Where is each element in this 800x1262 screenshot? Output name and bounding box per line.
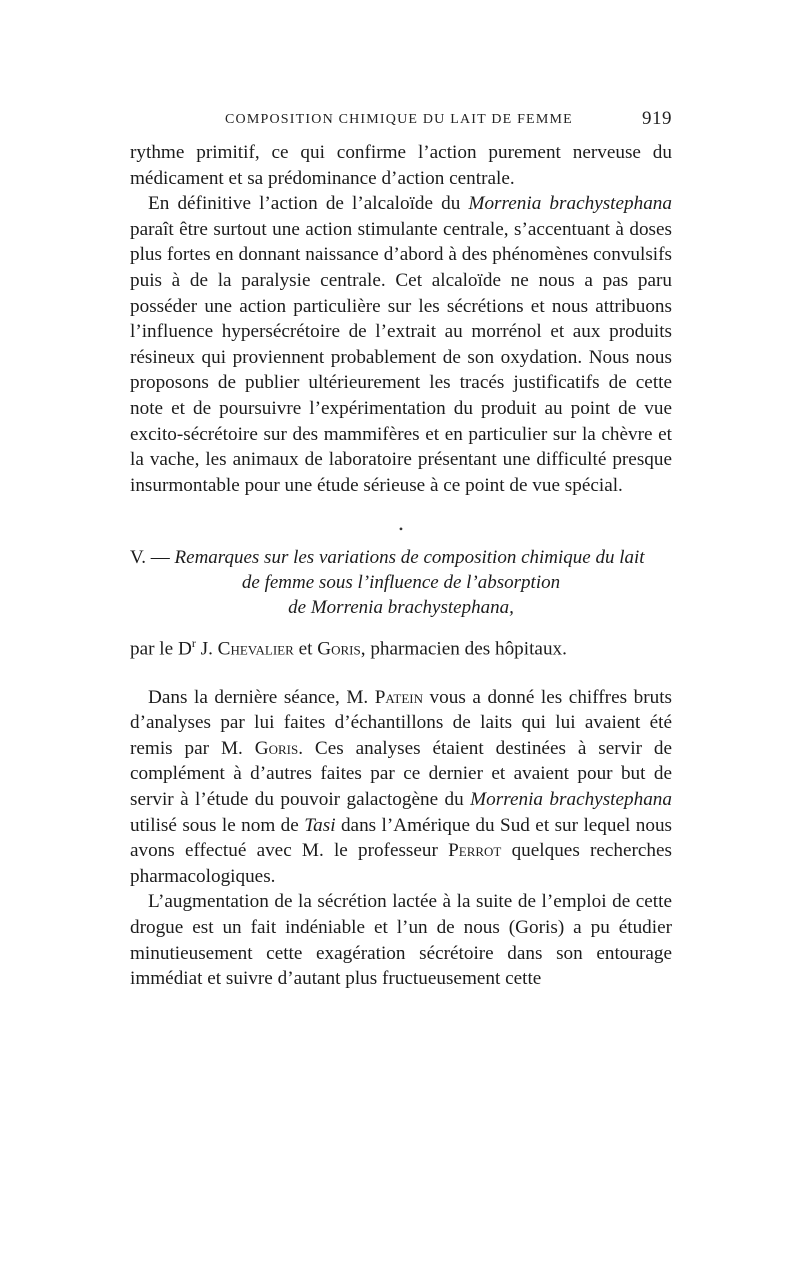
paragraph-1-text: rythme primitif, ce qui confirme l’action purement nerveuse du médicament et sa prédominance d’action centrale.: [130, 142, 672, 189]
authors-prefix: par le D: [130, 638, 192, 660]
running-head-title: COMPOSITION CHIMIQUE DU LAIT DE FEMME: [225, 112, 573, 127]
section-authors: [130, 630, 672, 662]
section-heading-line-3: [130, 595, 672, 620]
section-heading-line-1: [130, 545, 672, 570]
species-name: Morrenia brachystephana: [468, 193, 672, 215]
paragraph-3-text-a: Dans la dernière séance, M.: [148, 686, 375, 708]
name-perrot: Perrot: [448, 840, 502, 862]
section-number: V. —: [130, 547, 175, 569]
name-patein: Patein: [374, 686, 423, 708]
name-goris: Goris: [254, 737, 299, 759]
section-title-line-3-pre: de: [288, 597, 311, 619]
species-name-2: Morrenia brachystephana: [470, 789, 672, 811]
paragraph-2-text-b: paraît être surtout une action stimulante centrale, s’accentuant à doses plus fortes en donnant naissance d’abord à des phénomènes convulsifs puis à de la paralysie centrale. Cet alcaloïde ne nous a pas paru posséder une action particulière sur les sécrétions et nous attribuons l’influence hypersécrétoire de l’extrait au morrénol et aux produits résineux qui proviennent probablement de son oxydation. Nous nous proposons de publier ultérieurement les tracés justificatifs de cette note et de poursuivre l’expérimentation du produit au point de vue excito-sécrétoire sur des mammifères et en particulier sur la chèvre et la vache, les animaux de laboratoire présentant une difficulté presque insurmontable pour une étude sérieuse à ce point de vue spécial.: [130, 218, 672, 496]
author-goris: Goris: [317, 638, 361, 660]
name-tasi: Tasi: [304, 814, 336, 836]
paragraph-4-text: L’augmentation de la sécrétion lactée à la suite de l’emploi de cette drogue est un fait indéniable et l’un de nous (Goris) a pu étudier minutieusement cette exagération sécrétoire dans son entourage immédiat et suivre d’autant plus fructueusement cette: [130, 891, 672, 990]
paragraph-derniere-seance: [130, 685, 672, 890]
paragraph-augmentation: [130, 889, 672, 991]
section-ornament: •: [398, 522, 404, 537]
paragraph-3-text-d: utilisé sous le nom de: [130, 814, 305, 836]
paragraph-3-text-f: quelques recherches pharmacologiques.: [130, 840, 672, 887]
section-title-species: Morrenia brachystephana,: [310, 597, 514, 619]
paragraph-2-text-a: En définitive l’action de l’alcaloïde du: [148, 193, 469, 215]
article-body-upper: [130, 140, 672, 498]
paragraph-continued: [130, 140, 672, 191]
author-chevalier: Chevalier: [217, 638, 294, 660]
authors-mid-2: et: [293, 638, 318, 660]
paragraph-3-text-e: dans l’Amérique du Sud et sur lequel nous avons effectué avec M. le professeur: [130, 814, 673, 862]
paragraph-definitive: [130, 191, 672, 498]
authors-suffix: , pharmacien des hôpitaux.: [360, 638, 567, 660]
page: [130, 100, 672, 992]
page-number: 919: [642, 108, 672, 129]
paragraph-3-text-b: vous a donné les chiffres bruts d’analyses par lui faites d’échantillons de laits qui lui avaient été remis par M.: [130, 686, 672, 759]
section-heading: [130, 545, 672, 620]
authors-superscript: r: [191, 636, 196, 651]
article-body-lower: [130, 685, 672, 992]
running-head: [130, 100, 672, 130]
section-title-line-1: Remarques sur les variations de composition chimique du lait: [174, 547, 645, 569]
authors-mid-1: J.: [195, 638, 218, 660]
section-title-line-2: de femme sous l’influence de l’absorption: [241, 572, 561, 594]
paragraph-3-text-c: . Ces analyses étaient destinées à servir de complément à d’autres faites par ce dernier et avaient pour but de servir à l’étude du pouvoir galactogène du: [130, 737, 672, 811]
